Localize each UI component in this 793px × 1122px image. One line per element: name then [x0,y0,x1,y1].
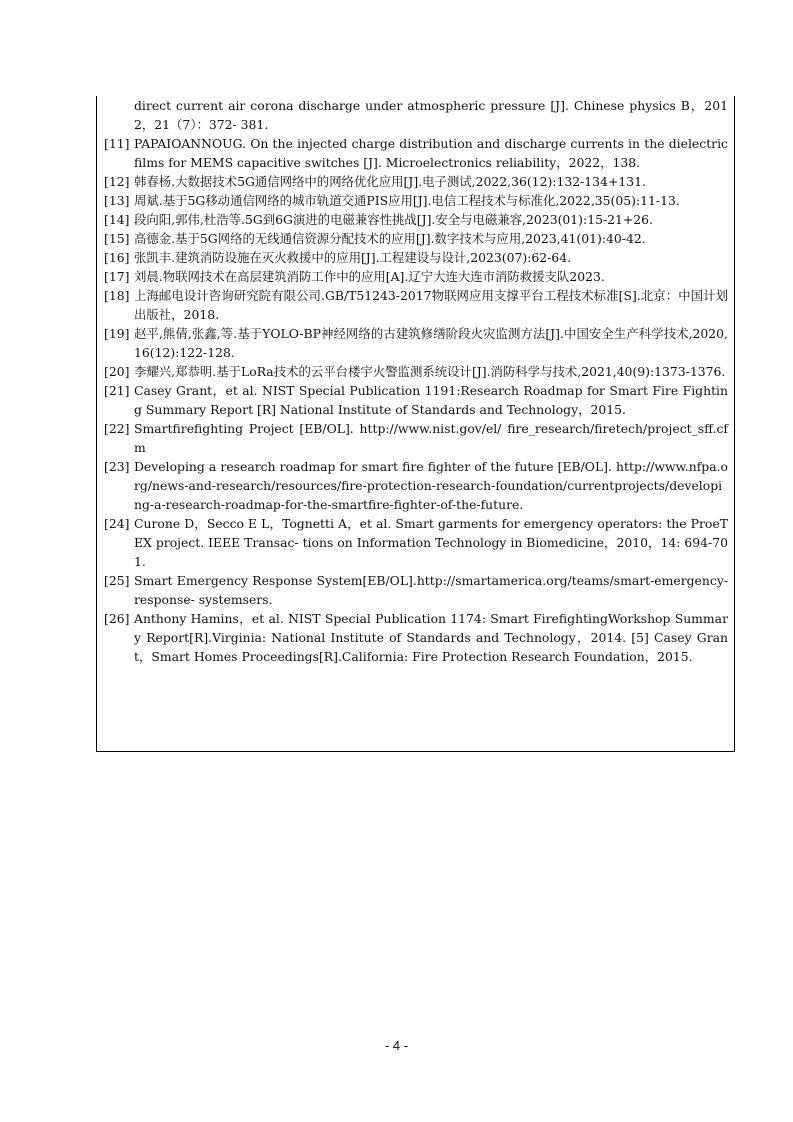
reference-text: Casey Grant，et al. NIST Special Publication 1191:Research Roadmap for Smart Fire Fighting Summary Report [R] National Institute of Standards and Technology，2015. [134,383,728,417]
reference-number: [13] [104,193,130,208]
reference-item [104,609,728,666]
reference-item [104,96,728,134]
reference-number: [20] [104,364,130,379]
reference-item [104,229,728,248]
reference-list [104,96,728,666]
reference-text: direct current air corona discharge under atmospheric pressure [J]. Chinese physics B，2012，21（7）：372- 381. [134,98,728,132]
reference-number: [22] [104,421,130,436]
reference-number: [18] [104,288,130,303]
reference-item [104,191,728,210]
reference-text: 韩春杨.大数据技术5G通信网络中的网络优化应用[J].电子测试,2022,36(12):132-134+131. [134,174,646,189]
reference-item [104,419,728,457]
reference-text: 刘晨.物联网技术在高层建筑消防工作中的应用[A].辽宁大连大连市消防救援支队2023. [134,269,605,284]
reference-number: [16] [104,250,130,265]
reference-text: 张凯丰.建筑消防设施在灭火救援中的应用[J].工程建设与设计,2023(07):62-64. [134,250,572,265]
reference-text: Smart Emergency Response System[EB/OL].http://smartamerica.org/teams/smart-emergency- response- systemsers. [134,573,728,607]
reference-text: 周斌.基于5G移动通信网络的城市轨道交通PIS应用[J].电信工程技术与标准化,2022,35(05):11-13. [134,193,680,208]
reference-item [104,324,728,362]
reference-text: PAPAIOANNOUG. On the injected charge distribution and discharge currents in the dielectric films for MEMS capacitive switches [J]. Microelectronics reliability，2022，138. [134,136,728,170]
reference-text: 上海邮电设计咨询研究院有限公司.GB/T51243-2017物联网应用支撑平台工程技术标准[S].北京：中国计划出版社，2018. [134,288,728,322]
reference-text: 段向阳,郭伟,杜浩等.5G到6G演进的电磁兼容性挑战[J].安全与电磁兼容,2023(01):15-21+26. [134,212,653,227]
page-number: - 4 - [384,1038,409,1053]
reference-item [104,514,728,571]
reference-item [104,381,728,419]
reference-text: 赵平,熊倩,张鑫,等.基于YOLO-BP神经网络的古建筑修缮阶段火灾监测方法[J].中国安全生产科学技术,2020,16(12):122-128. [134,326,728,360]
reference-number: [11] [104,136,130,151]
reference-number: [12] [104,174,130,189]
reference-item [104,172,728,191]
reference-item [104,134,728,172]
reference-item [104,571,728,609]
reference-number: [23] [104,459,130,474]
reference-text: 李耀兴,郑恭明.基于LoRa技术的云平台楼宇火警监测系统设计[J].消防科学与技术,2021,40(9):1373-1376. [134,364,726,379]
reference-text: Curone D，Secco E L，Tognetti A，et al. Smart garments for emergency operators: the ProeTEX project. IEEE Transac- tions on Information Technology in Biomedicine，2010，14: 694-701. [134,516,728,569]
reference-number: [14] [104,212,130,227]
reference-item [104,248,728,267]
reference-item [104,286,728,324]
reference-item [104,457,728,514]
reference-item [104,267,728,286]
reference-number: [21] [104,383,130,398]
reference-text: 高德金.基于5G网络的无线通信资源分配技术的应用[J].数字技术与应用,2023,41(01):40-42. [134,231,646,246]
reference-text: Developing a research roadmap for smart fire fighter of the future [EB/OL]. http://www.nfpa.org/news-and-research/resources/fire-protection-research-foundation/currentprojects/developing-a-research-roadmap-for-the-smartfire-fighter-of-the-future. [134,459,728,512]
reference-text: Anthony Hamins，et al. NIST Special Publication 1174: Smart FirefightingWorkshop Summary Report[R].Virginia: National Institute of Standards and Technology，2014. [5] Casey Grant，Smart Homes Proceedings[R].California: Fire Protection Research Foundation，2015. [134,611,728,664]
reference-text: Smartfirefighting Project [EB/OL]. http://www.nist.gov/el/ fire_research/firetech/project_sff.cfm [134,421,728,455]
reference-number: [26] [104,611,130,626]
reference-number: [19] [104,326,130,341]
reference-number: [17] [104,269,130,284]
reference-number: [24] [104,516,130,531]
reference-number: [15] [104,231,130,246]
reference-item [104,210,728,229]
reference-number: [25] [104,573,130,588]
reference-item [104,362,728,381]
